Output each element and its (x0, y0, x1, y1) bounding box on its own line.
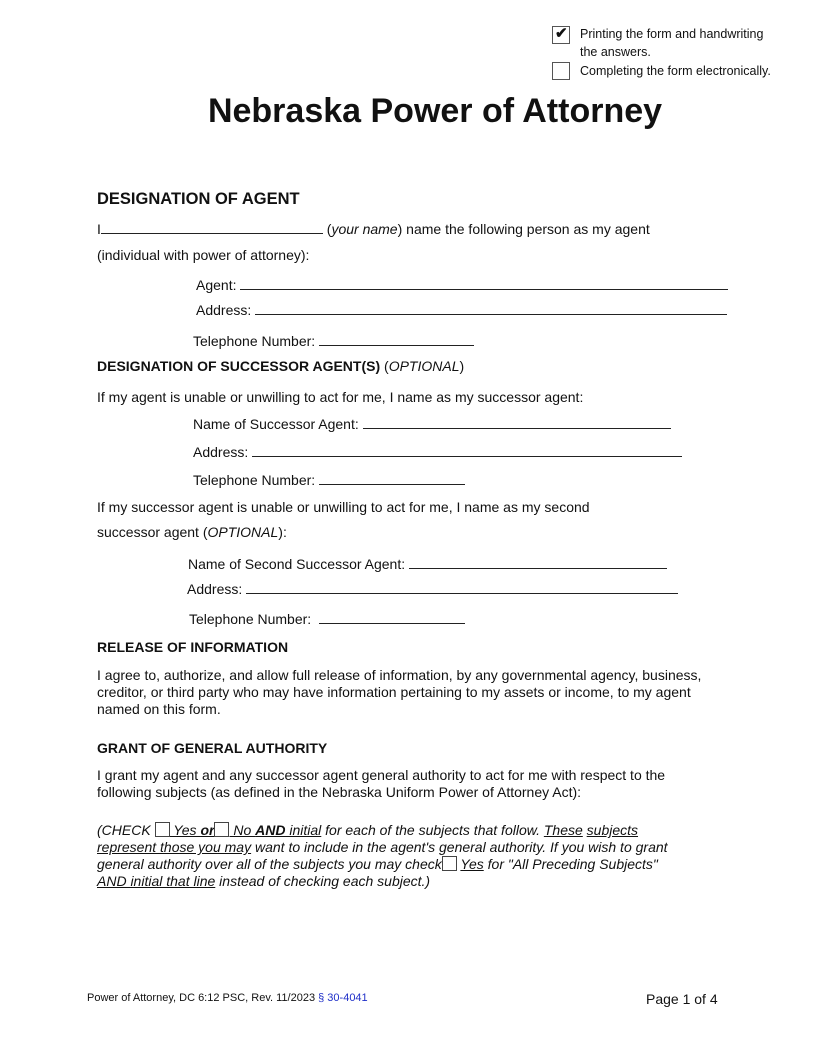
agent-label: Agent: (196, 277, 237, 293)
release-of-information-body: I agree to, authorize, and allow full release of information, by any governmental agency, business, creditor, or third party who may have information pertaining to my assets or income, to my agent named on this form. (97, 667, 702, 717)
second-successor-address-field[interactable] (246, 581, 678, 594)
check-text: (CHECK (97, 822, 155, 838)
page-number: Page 1 of 4 (646, 991, 718, 1007)
successor-address-label: Address: (193, 444, 249, 460)
general-text: general authority over all of the subjects you may check (97, 856, 442, 872)
agent-address-field[interactable] (255, 302, 727, 315)
print-option-label-2: the answers. (580, 45, 651, 59)
section-heading-release-of-information: RELEASE OF INFORMATION (97, 639, 289, 655)
form-mode-electronic-option[interactable] (552, 62, 570, 80)
address-label: Address: (196, 302, 252, 318)
check-instructions-line1 (97, 822, 638, 839)
second-successor-telephone-label: Telephone Number: (189, 611, 312, 627)
yes-checkbox[interactable] (155, 822, 170, 837)
successor-name-label: Name of Successor Agent: (193, 416, 359, 432)
check-instructions-line2 (97, 839, 668, 856)
want-text: want to include in the agent's general authority. If you wish to grant (251, 839, 668, 855)
second-successor-intro-2 (97, 524, 287, 540)
all-preceding-text: for "All Preceding Subjects" (483, 856, 658, 872)
agent-telephone-row (193, 333, 474, 349)
successor-intro: If my agent is unable or unwilling to act for me, I name as my successor agent: (97, 389, 584, 405)
second-successor-name-field[interactable] (409, 556, 667, 569)
optional-label: OPTIONAL (388, 358, 460, 374)
successor-telephone-label: Telephone Number: (193, 472, 316, 488)
initial-text: initial (285, 822, 322, 838)
second-intro-suffix: ): (278, 524, 287, 540)
successor-address-field[interactable] (252, 444, 682, 457)
agent-field-row (196, 277, 728, 293)
electronic-checkbox[interactable] (552, 62, 570, 80)
no-checkbox[interactable] (214, 822, 229, 837)
second-successor-intro-1: If my successor agent is unable or unwilling to act for me, I name as my second (97, 499, 590, 515)
yes-text: Yes (169, 822, 201, 838)
and-text: AND (255, 822, 286, 838)
your-name-hint: your name (331, 221, 398, 237)
successor-telephone-field[interactable] (319, 472, 465, 485)
and-initial-text: AND initial that line (97, 873, 216, 889)
agent-intro-line: I (your name) name the following person as my agent (97, 221, 650, 237)
page-title: Nebraska Power of Attorney (207, 92, 663, 130)
all-yes-text: Yes (460, 856, 484, 872)
section-heading-grant-of-general-authority: GRANT OF GENERAL AUTHORITY (97, 740, 328, 756)
no-text: No (229, 822, 256, 838)
agent-address-row (196, 302, 727, 318)
check-instructions-line4 (97, 873, 430, 890)
section-heading-successor-agents: DESIGNATION OF SUCCESSOR AGENT(S) (OPTIONAL) (97, 358, 465, 374)
intro-suffix: ) name the following person as my agent (397, 221, 650, 237)
form-mode-print-option[interactable] (552, 26, 570, 44)
second-successor-name-label: Name of Second Successor Agent: (188, 556, 406, 572)
agent-telephone-field[interactable] (319, 333, 474, 346)
for-each-text: for each of the subjects that follow. (321, 822, 544, 838)
grant-of-general-authority-body: I grant my agent and any successor agent general authority to act for me with respect to the following subjects (as defined in the Nebraska Uniform Power of Attorney Act): (97, 767, 666, 800)
second-successor-address-row (187, 581, 678, 597)
footer-form-text: Power of Attorney, DC 6:12 PSC, Rev. 11/2023 (87, 992, 319, 1004)
subjects-text: subjects (586, 822, 639, 838)
all-subjects-yes-checkbox[interactable] (442, 856, 457, 871)
electronic-option-label: Completing the form electronically. (580, 64, 771, 78)
print-option-label: Printing the form and handwriting (580, 27, 764, 41)
these-text: These (543, 822, 583, 838)
second-successor-telephone-field[interactable] (319, 611, 465, 624)
second-intro-prefix: successor agent ( (97, 524, 208, 540)
second-successor-name-row (188, 556, 667, 572)
section-heading-designation-of-agent: DESIGNATION OF AGENT (97, 190, 300, 208)
successor-telephone-row (193, 472, 465, 488)
second-successor-telephone-row (189, 611, 465, 627)
second-successor-address-label: Address: (187, 581, 243, 597)
successor-address-row (193, 444, 682, 460)
telephone-label: Telephone Number: (193, 333, 316, 349)
agent-intro-line2: (individual with power of attorney): (97, 247, 310, 263)
intro-prefix: I (97, 221, 101, 237)
statute-link[interactable]: § 30-4041 (318, 992, 368, 1004)
instead-text: instead of checking each subject.) (215, 873, 431, 889)
print-checkbox[interactable] (552, 26, 570, 44)
footer-form-id (87, 992, 368, 1004)
successor-name-row (193, 416, 671, 432)
checkmark-icon: ✔ (555, 25, 568, 42)
second-optional-label: OPTIONAL (207, 524, 279, 540)
your-name-field[interactable] (101, 221, 323, 234)
successor-name-field[interactable] (363, 416, 671, 429)
or-text: or (200, 822, 215, 838)
agent-name-field[interactable] (240, 277, 728, 290)
successor-heading-text: DESIGNATION OF SUCCESSOR AGENT(S) (97, 358, 381, 374)
represent-text: represent those you may (97, 839, 252, 855)
check-instructions-line3 (97, 856, 658, 873)
